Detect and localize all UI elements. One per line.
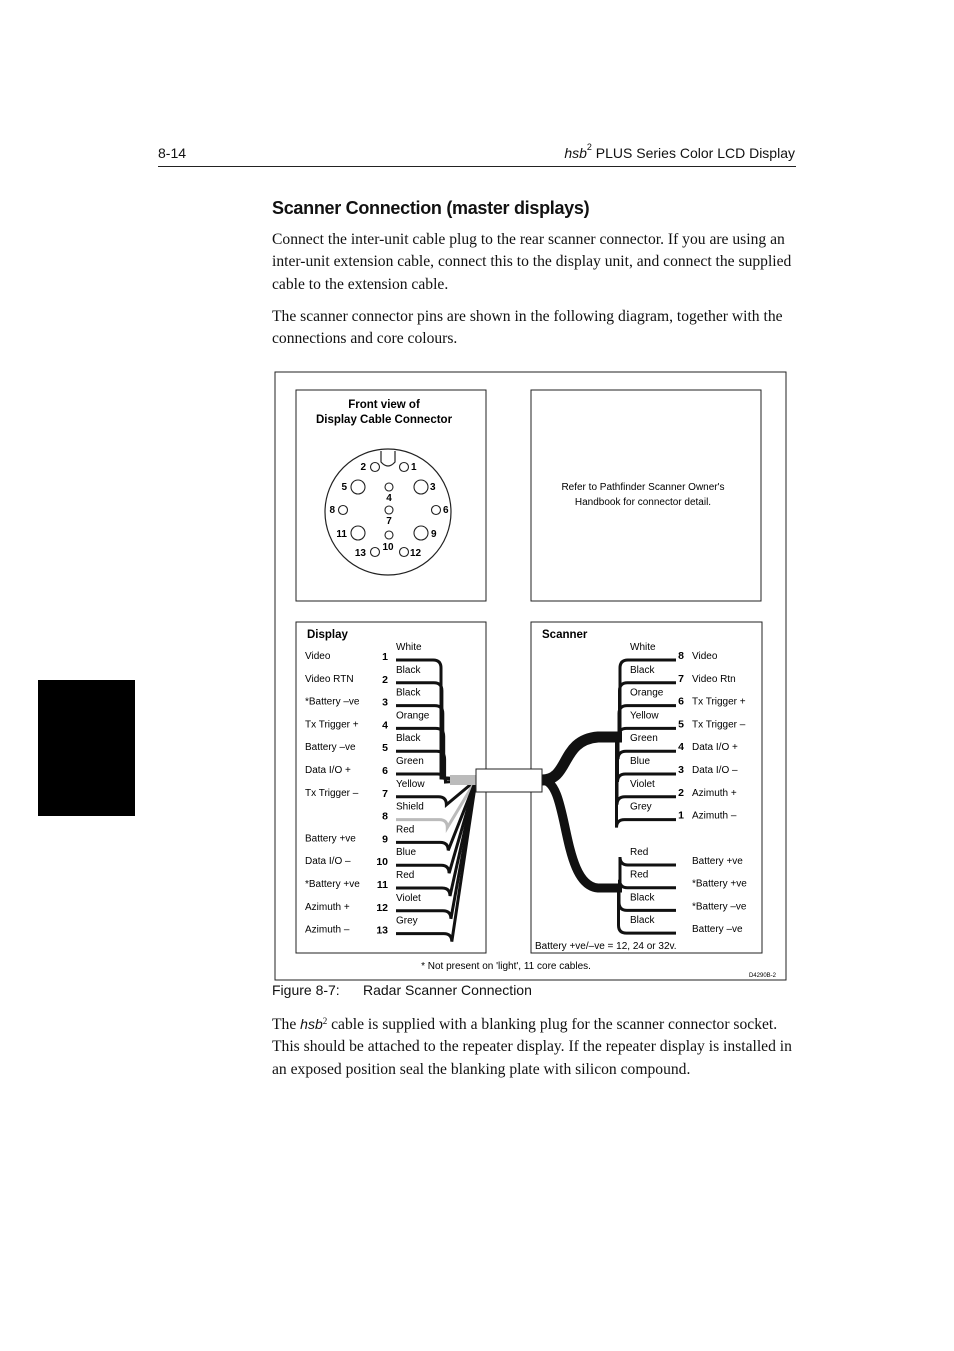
display-pin-number: 11 [376, 879, 388, 891]
scanner-pin-number: 5 [678, 718, 684, 731]
display-core-colour: Black [396, 733, 421, 745]
display-pin-number: 7 [382, 787, 388, 800]
power-core-colour: Red [630, 847, 649, 858]
display-pin-number: 2 [382, 673, 388, 686]
pin-number: 2 [360, 462, 366, 473]
scanner-rows [617, 642, 748, 935]
power-core-colour: Black [630, 892, 655, 904]
display-panel-title: Display [307, 629, 348, 641]
connector-title-1: Front view of [348, 399, 420, 411]
display-core-colour: Shield [396, 801, 424, 813]
battery-note: Battery +ve/–ve = 12, 24 or 32v. [535, 941, 677, 952]
scanner-signal-label: Data I/O – [692, 765, 738, 776]
scanner-signal-label: Video [692, 651, 718, 662]
scanner-core-colour: Black [630, 664, 655, 676]
pin-number: 8 [329, 505, 335, 516]
display-core-colour: Violet [396, 892, 421, 904]
display-rows [305, 642, 476, 942]
pin-socket [385, 531, 393, 539]
pin-number: 6 [443, 505, 449, 516]
pin-number: 4 [386, 493, 392, 504]
display-core-colour: Yellow [396, 778, 425, 790]
pin-socket [351, 526, 365, 540]
scanner-signal-label: Video Rtn [692, 673, 736, 685]
display-core-colour: Black [396, 664, 421, 676]
product-sup: 2 [586, 142, 592, 152]
cable-junction [476, 769, 542, 792]
power-signal-label: Battery +ve [692, 856, 743, 867]
display-pin-number: 3 [382, 696, 388, 709]
display-pin-number: 8 [382, 810, 388, 823]
pin-socket [371, 548, 380, 557]
scanner-reference-box [531, 390, 761, 601]
display-signal-label: Battery +ve [305, 833, 356, 845]
page-number: 8-14 [158, 145, 187, 161]
pin-number: 3 [430, 482, 436, 493]
pin-socket [400, 548, 409, 557]
drawing-id: D4290B-2 [748, 973, 776, 979]
scanner-core-colour: White [630, 642, 656, 653]
product-suffix: PLUS Series Color LCD Display [591, 145, 795, 161]
connector-title-2: Display Cable Connector [315, 414, 453, 426]
scanner-pin-number: 8 [678, 650, 684, 662]
scanner-pin-number: 7 [678, 672, 684, 685]
display-pin-number: 6 [382, 765, 388, 777]
figure-caption-text: Radar Scanner Connection [363, 982, 532, 998]
connector-key [381, 451, 395, 466]
pin-socket [432, 506, 441, 515]
scanner-pin-number: 1 [678, 809, 684, 822]
scanner-pin-number: 3 [678, 764, 684, 776]
display-pin-number: 1 [382, 651, 388, 663]
display-pin-number: 10 [376, 856, 388, 869]
section-title: Scanner Connection (master displays) [272, 198, 590, 218]
display-core-colour: Orange [396, 710, 430, 722]
scanner-core-colour: Blue [630, 756, 651, 767]
pin-number: 13 [354, 548, 366, 559]
pin-socket [385, 483, 393, 491]
display-signal-label: Data I/O – [305, 856, 351, 868]
display-core-colour: Green [396, 756, 424, 767]
display-signal-label: Video RTN [305, 673, 354, 685]
scanner-signal-label: Tx Trigger – [692, 719, 746, 731]
pin-socket [351, 480, 365, 494]
scanner-signal-label: Tx Trigger + [692, 696, 746, 708]
display-signal-label: Azimuth + [305, 901, 350, 913]
display-core-colour: Red [396, 824, 415, 836]
scanner-signal-label: Data I/O + [692, 742, 738, 754]
product-prefix: hsb [564, 145, 587, 161]
display-signal-label: *Battery –ve [305, 696, 360, 708]
pin-number: 1 [411, 462, 417, 473]
closing-sup: 2 [322, 1016, 328, 1026]
pin-socket [339, 506, 348, 515]
display-pin-number: 4 [382, 719, 388, 732]
pin-number: 7 [386, 516, 392, 527]
pin-socket [414, 526, 428, 540]
closing-product: hsb [300, 1016, 323, 1032]
pin-number: 10 [382, 542, 394, 553]
figure-footnote: * Not present on 'light', 11 core cables. [421, 961, 591, 972]
connector-pins [329, 462, 449, 559]
scanner-core-colour: Green [630, 733, 658, 745]
signal-bundle [542, 737, 622, 780]
display-signal-label: Tx Trigger + [305, 719, 359, 731]
power-signal-label: Battery –ve [692, 924, 743, 936]
display-signal-label: Data I/O + [305, 765, 351, 776]
scanner-core-colour: Orange [630, 687, 664, 699]
scanner-signal-label: Azimuth – [692, 810, 737, 822]
scanner-pin-number: 2 [678, 786, 684, 799]
paragraph-2: The scanner connector pins are shown in the following diagram, together with the connections and core colours. [272, 308, 783, 348]
pin-number: 9 [431, 529, 437, 540]
scanner-panel-title: Scanner [542, 629, 588, 641]
scanner-core-colour: Grey [630, 801, 652, 813]
closing-paragraph [272, 1013, 802, 1081]
display-core-colour: White [396, 642, 422, 653]
display-signal-label: Azimuth – [305, 924, 350, 936]
scanner-signal-label: Azimuth + [692, 787, 737, 799]
inter-unit-cable [450, 737, 622, 888]
closing-post: cable is supplied with a blanking plug for the scanner connector socket. This should be attached to the repeater display. If the repeater display is installed in an exposed position seal the blanking plate with silicon compound. [272, 1016, 792, 1078]
figure-caption-label: Figure 8-7: [272, 982, 340, 998]
side-tab-line1: Display Unit [154, 712, 168, 779]
pin-number: 12 [410, 548, 422, 559]
scanner-core-colour: Violet [630, 778, 655, 790]
display-pin-number: 12 [376, 901, 388, 914]
closing-pre: The [272, 1016, 301, 1033]
power-bundle [542, 780, 622, 888]
scanner-core-wire [617, 735, 676, 805]
pin-socket [385, 506, 393, 514]
refer-text-2: Handbook for connector detail. [574, 497, 712, 508]
refer-text-1: Refer to Pathfinder Scanner Owner's [561, 482, 725, 493]
display-signal-label: *Battery +ve [305, 879, 360, 890]
paragraph-1: Connect the inter-unit cable plug to the rear scanner connector. If you are using an inter-unit extension cable, connect this to the display unit, and connect the supplied cable to the extension cable. [272, 231, 792, 293]
display-core-colour: Blue [396, 847, 417, 859]
display-pin-number: 5 [382, 742, 388, 755]
power-core-colour: Red [630, 869, 649, 881]
display-core-colour: Grey [396, 915, 418, 927]
power-core-wire [620, 880, 677, 888]
scanner-core-colour: Yellow [630, 710, 659, 722]
display-core-colour: Red [396, 870, 415, 881]
pin-number: 11 [336, 529, 347, 540]
figure-caption [272, 982, 532, 998]
pin-number: 5 [341, 482, 347, 493]
scanner-pin-number: 4 [678, 741, 684, 754]
side-tab-line2: Connection [140, 712, 154, 776]
display-signal-label: Video [305, 651, 331, 662]
power-core-colour: Black [630, 915, 655, 927]
display-pin-number: 13 [376, 924, 388, 937]
pin-socket [414, 480, 428, 494]
pin-socket [371, 463, 380, 472]
power-signal-label: *Battery +ve [692, 878, 747, 890]
display-core-colour: Black [396, 687, 421, 699]
display-signal-label: Battery –ve [305, 742, 356, 754]
power-signal-label: *Battery –ve [692, 901, 747, 913]
display-signal-label: Tx Trigger – [305, 787, 359, 799]
pin-socket [400, 463, 409, 472]
display-pin-number: 9 [382, 833, 388, 846]
scanner-pin-number: 6 [678, 695, 684, 708]
